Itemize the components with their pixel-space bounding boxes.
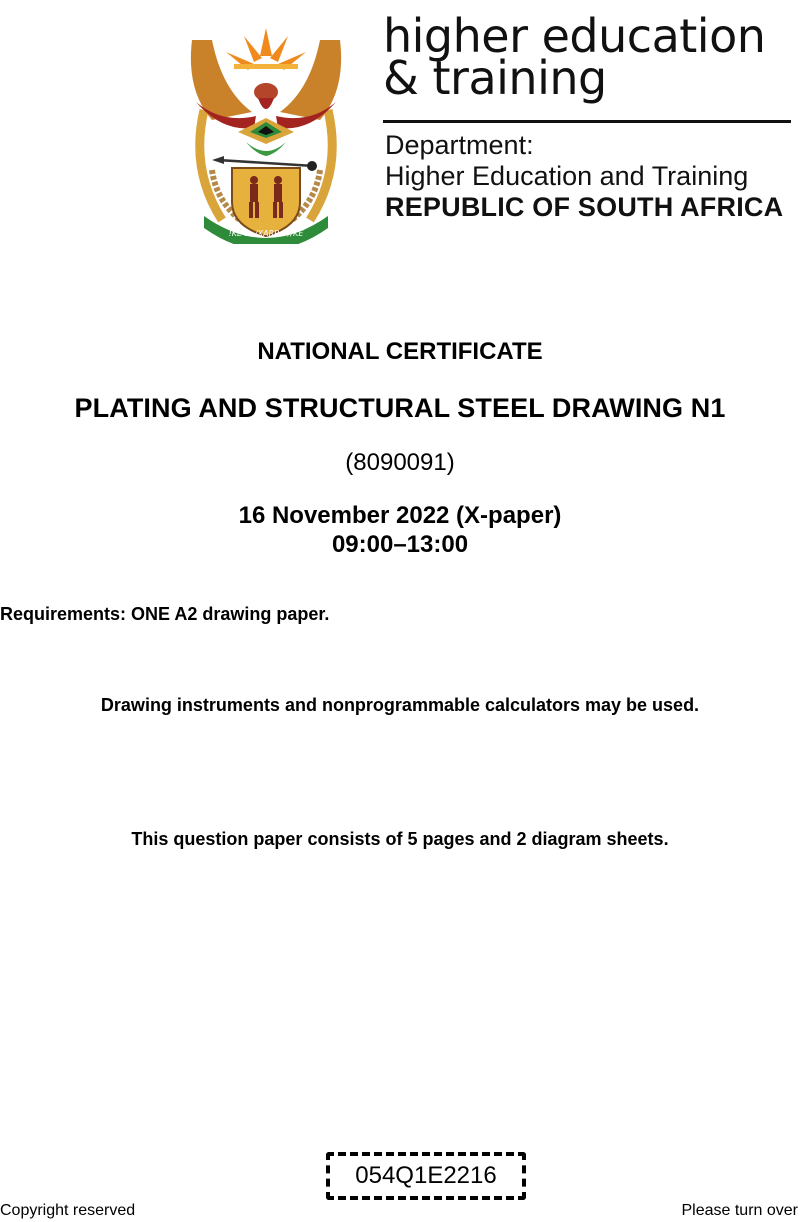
brand-divider	[383, 120, 791, 123]
subject-title: PLATING AND STRUCTURAL STEEL DRAWING N1	[74, 393, 726, 423]
certificate-title: NATIONAL CERTIFICATE	[257, 338, 543, 365]
department-name: Higher Education and Training	[385, 161, 749, 191]
coat-of-arms-icon	[182, 20, 350, 244]
svg-text:!KE E: /XARRA //KE: !KE E: /XARRA //KE	[228, 229, 304, 238]
subject-code: (8090091)	[345, 449, 455, 476]
coat-of-arms-logo	[182, 20, 350, 244]
exam-date: 16 November 2022 (X-paper)	[238, 502, 562, 529]
page-count-text: This question paper consists of 5 pages and 2 diagram sheets.	[131, 829, 669, 849]
country-name: REPUBLIC OF SOUTH AFRICA	[385, 192, 784, 222]
turn-over-text: Please turn over	[681, 1202, 798, 1219]
paper-code-box	[326, 1152, 526, 1200]
brand-title-line2: & training	[383, 51, 607, 105]
paper-code: 054Q1E2216	[355, 1162, 497, 1189]
copyright-text: Copyright reserved	[0, 1202, 136, 1219]
instruments-text: Drawing instruments and nonprogrammable calculators may be used.	[100, 695, 700, 715]
exam-time: 09:00–13:00	[331, 531, 469, 558]
department-label: Department:	[385, 130, 534, 160]
brand-title-line1: higher education	[383, 9, 766, 63]
requirements-text: Requirements: ONE A2 drawing paper.	[0, 604, 330, 624]
